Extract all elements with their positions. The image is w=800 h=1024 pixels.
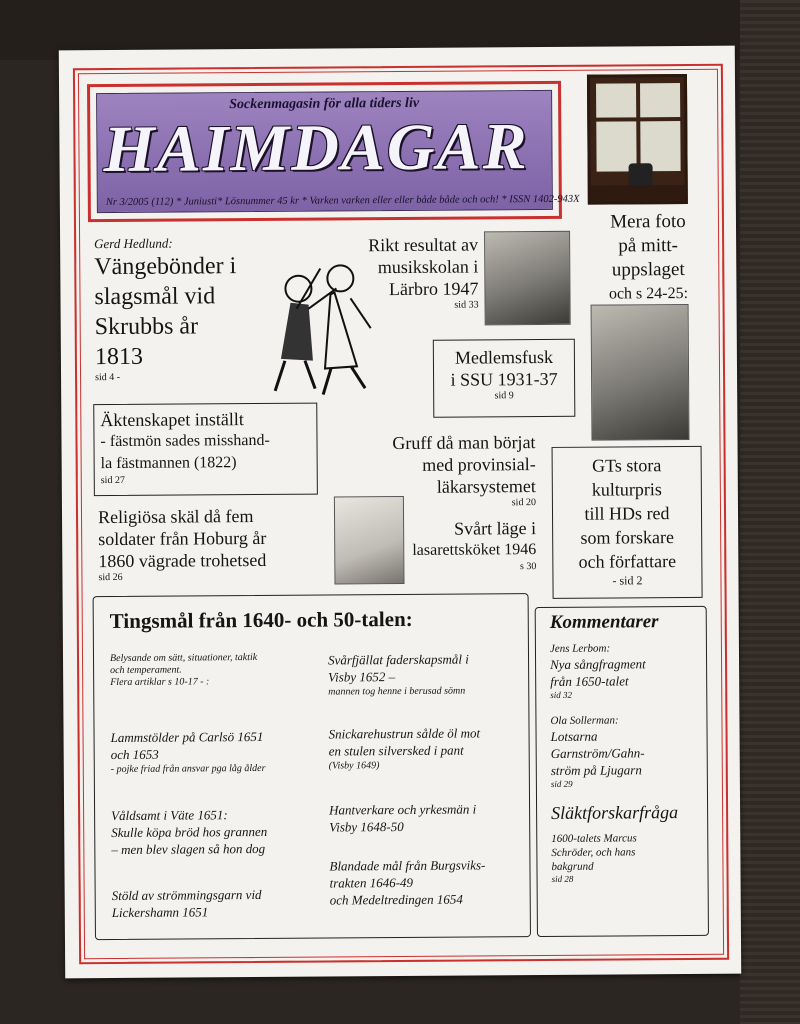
religiosa-article xyxy=(98,504,339,583)
window-pane xyxy=(596,83,636,117)
tingsmal-item-line: Våldsamt i Väte 1651: xyxy=(111,807,228,824)
tingsmal-left-item xyxy=(111,728,321,777)
gts-line: som forskare xyxy=(580,527,674,548)
kommentar-line: Lotsarna xyxy=(550,728,598,744)
aktenskap-page: sid 27 xyxy=(100,474,125,487)
slakt-line: bakgrund xyxy=(551,860,594,873)
kommentar-page: sid 29 xyxy=(550,778,573,789)
magazine-cover xyxy=(59,46,741,979)
tingsmal-item-line: Snickarehustrun sålde öl mot xyxy=(328,725,481,742)
tingsmal-item-line: – men blev slagen så hon dog xyxy=(111,840,266,858)
issue-line: Nr 3/2005 (112) * Juniusti* Lösnummer 45 kr * Varken varken eller eller både både och och! * ISSN 1402-943X xyxy=(105,193,580,209)
tingsmal-left-item xyxy=(112,886,322,921)
masthead-tagline: Sockenmagasin för alla tiders liv xyxy=(229,95,420,113)
svart-line: Svårt läge i xyxy=(454,518,537,539)
aktenskap-box xyxy=(93,403,318,497)
lead-author: Gerd Hedlund: xyxy=(94,235,173,252)
religiosa-line: Religiösa skäl då fem xyxy=(97,506,254,528)
window-sill xyxy=(591,185,685,202)
aktenskap-line: Äktenskapet inställt xyxy=(100,409,244,431)
gruff-line: med provinsial- xyxy=(422,454,536,475)
gts-box xyxy=(552,446,703,599)
kommentar-line: Garnström/Gahn- xyxy=(550,745,645,761)
masthead-panel xyxy=(96,90,580,213)
musik-page: sid 33 xyxy=(454,299,479,311)
photo-teaser-line: uppslaget xyxy=(611,259,685,281)
musician-photo xyxy=(484,231,571,326)
tingsmal-intro-line: och temperament. xyxy=(110,664,182,677)
religiosa-line: soldater från Hoburg år xyxy=(98,527,267,550)
tingsmal-title: Tingsmål från 1640- och 50-talen: xyxy=(109,606,413,634)
gts-line: och författare xyxy=(578,551,677,572)
tingsmal-right-item xyxy=(328,724,524,773)
svart-line: lasarettsköket 1946 xyxy=(412,541,537,559)
lead-title-line: slagsmål vid xyxy=(94,283,216,311)
kommentar-author: Ola Sollerman: xyxy=(550,714,619,727)
kommentar-author: Jens Lerbom: xyxy=(549,642,611,655)
musik-title-line: musikskolan i xyxy=(377,256,479,278)
tingsmal-item-sub: (Visby 1649) xyxy=(328,760,380,772)
slakt-page: sid 28 xyxy=(551,873,574,884)
tingsmal-item-line: Skulle köpa bröd hos grannen xyxy=(111,823,268,841)
window-photo xyxy=(587,74,688,205)
lead-title-line: Vängebönder i xyxy=(94,253,237,281)
lead-title-line: 1813 xyxy=(94,343,144,371)
tingsmal-item-line: Visby 1652 – xyxy=(328,669,396,685)
tingsmal-item-line: Hantverkare och yrkesmän i xyxy=(329,801,477,818)
musik-title-line: Lärbro 1947 xyxy=(388,278,479,300)
tingsmal-item-sub: - pojke friad från ansvar pga låg ålder xyxy=(110,762,266,776)
magazine-logo: HAIMDAGAR xyxy=(103,110,529,187)
tingsmal-item-line: Svårfjällat faderskapsmål i xyxy=(327,651,469,668)
kommentar-line: Nya sångfragment xyxy=(550,656,646,672)
tingsmal-right-item xyxy=(329,800,525,835)
window-pane xyxy=(640,83,680,117)
gruff-line: Gruff då man börjat xyxy=(392,432,536,454)
slakt-line: 1600-talets Marcus xyxy=(551,832,637,845)
tingsmal-right-item xyxy=(328,650,524,699)
tingsmal-intro-line: Flera artiklar s 10-17 - : xyxy=(110,676,210,689)
aktenskap-line: la fästmannen (1822) xyxy=(100,454,237,473)
tingsmal-left-item xyxy=(111,806,321,858)
gruff-line: läkarsystemet xyxy=(436,476,536,497)
lead-page: sid 4 - xyxy=(95,371,121,384)
svart-article xyxy=(406,517,536,573)
slakt-line: Schröder, och hans xyxy=(551,846,636,859)
photo-teaser-line: och s 24-25: xyxy=(608,284,689,303)
kommentarer-box xyxy=(535,606,709,937)
svart-page: s 30 xyxy=(519,561,537,573)
wooden-surface xyxy=(740,0,800,1024)
lead-title-line: Skrubbs år xyxy=(94,313,199,341)
tingsmal-item-line: en stulen silversked i pant xyxy=(328,742,464,759)
tingsmal-item-line: Lickershamn 1651 xyxy=(111,904,209,921)
tingsmal-item-line: Lammstölder på Carlsö 1651 xyxy=(110,728,264,746)
gts-line: GTs stora xyxy=(591,455,662,476)
medlemsfusk-box xyxy=(433,339,576,418)
religiosa-page: sid 26 xyxy=(98,571,123,584)
kommentarer-title: Kommentarer xyxy=(549,611,659,633)
photo-teaser xyxy=(588,210,709,307)
gts-line: till HDs red xyxy=(584,503,670,524)
kommentar-page: sid 32 xyxy=(550,689,573,700)
tingsmal-intro xyxy=(110,652,310,689)
tingsmal-right-item xyxy=(329,856,525,908)
tingsmal-intro-line: Belysande om sätt, situationer, taktik xyxy=(109,652,258,665)
masthead xyxy=(87,81,580,222)
gruff-page: sid 20 xyxy=(511,497,536,509)
kommentar-line: från 1650-talet xyxy=(550,673,629,689)
medlemsfusk-line: Medlemsfusk xyxy=(454,346,553,368)
tingsmal-box xyxy=(93,593,531,940)
photo-teaser-line: Mera foto xyxy=(610,210,686,233)
religiosa-line: 1860 vägrade trohetsed xyxy=(98,549,267,572)
gts-page: - sid 2 xyxy=(612,573,643,588)
tingsmal-item-line: Blandade mål från Burgsviks- xyxy=(329,857,486,874)
medlemsfusk-page: sid 9 xyxy=(494,390,514,402)
tingsmal-item-line: trakten 1646-49 xyxy=(329,874,414,891)
aktenskap-line: - fästmön sades misshand- xyxy=(100,431,270,451)
musik-article xyxy=(338,233,479,311)
photo-teaser-line: på mitt- xyxy=(618,235,679,257)
medlemsfusk-line: i SSU 1931-37 xyxy=(450,368,558,390)
gts-line: kulturpris xyxy=(591,479,662,500)
slaktforskarfraga-title: Släktforskarfråga xyxy=(551,802,679,823)
tingsmal-item-line: och Medeltredingen 1654 xyxy=(329,891,463,908)
lead-article xyxy=(94,235,275,383)
kommentar-line: ström på Ljugarn xyxy=(550,762,642,778)
cow-woman-photo xyxy=(591,304,690,441)
kitchen-staff-photo xyxy=(334,496,405,584)
tingsmal-item-line: Visby 1648-50 xyxy=(329,818,404,835)
tingsmal-item-line: och 1653 xyxy=(110,746,159,763)
tingsmal-item-line: Stöld av strömmingsgarn vid xyxy=(111,886,262,904)
musik-title-line: Rikt resultat av xyxy=(368,234,479,256)
tingsmal-item-sub: mannen tog henne i berusad sömn xyxy=(328,685,466,698)
